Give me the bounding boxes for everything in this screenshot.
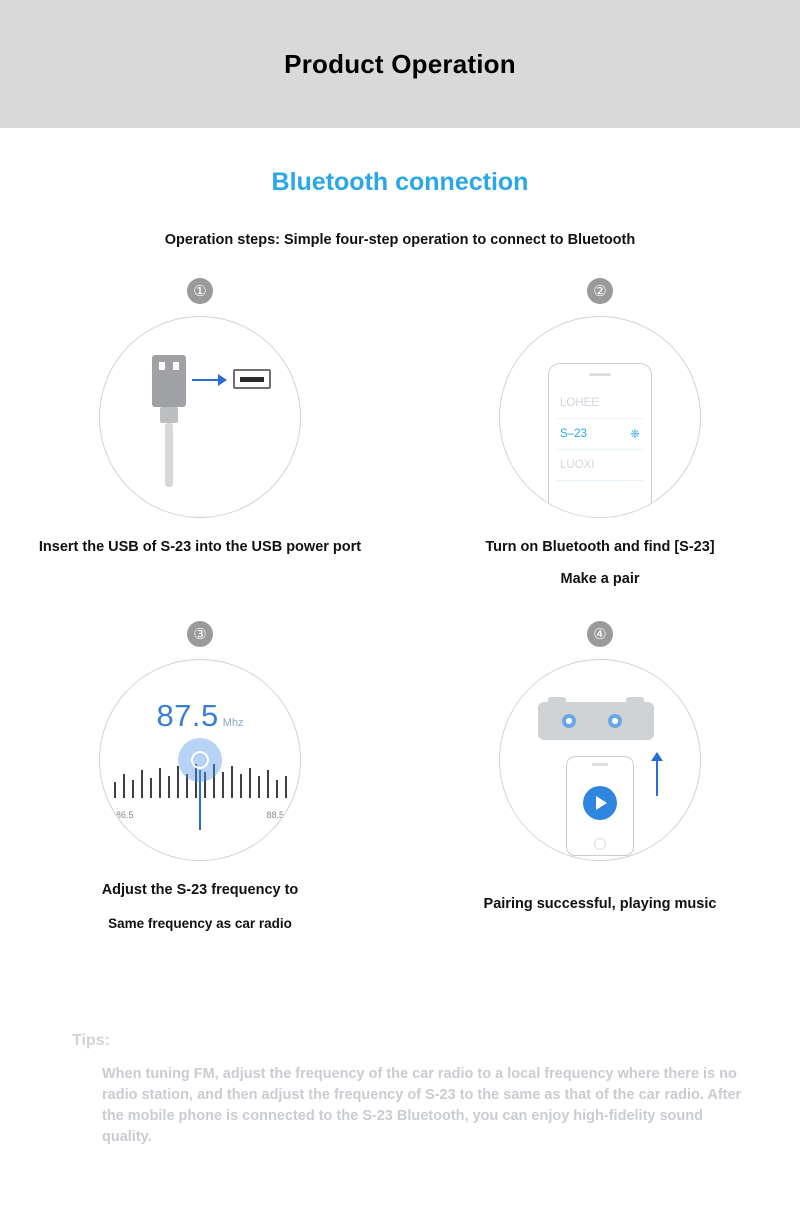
play-button[interactable] bbox=[583, 786, 617, 820]
list-item bbox=[557, 450, 643, 481]
step-3-number: ③ bbox=[187, 621, 213, 647]
tips-body: When tuning FM, adjust the frequency of the car radio to a local frequency where there is no radio station, and then adjust the frequency of S-23 to the same as that of the car radio. After the mobile phone is connected to the S-23 Bluetooth, you can enjoy high-fidelity sound quality. bbox=[102, 1066, 742, 1145]
page-header bbox=[0, 0, 800, 128]
frequency-value: 87.5 bbox=[156, 698, 219, 734]
tuner-knob[interactable] bbox=[178, 738, 222, 782]
step-3-caption-2: Same frequency as car radio bbox=[108, 915, 292, 931]
bluetooth-icon: ❈ bbox=[629, 427, 640, 441]
list-item bbox=[557, 388, 643, 419]
frequency-display bbox=[100, 698, 300, 734]
step-3 bbox=[0, 621, 400, 936]
step-4-illustration bbox=[499, 659, 701, 861]
step-2-illustration bbox=[499, 316, 701, 518]
steps-grid bbox=[0, 278, 800, 936]
step-4-caption: Pairing successful, playing music bbox=[483, 896, 717, 913]
phone-mockup bbox=[548, 363, 652, 518]
usb-cable-shape bbox=[165, 423, 173, 487]
step-2-caption-2: Make a pair bbox=[560, 570, 640, 587]
step-4 bbox=[400, 621, 800, 936]
step-4-number: ④ bbox=[587, 621, 613, 647]
list-item-selected bbox=[557, 419, 643, 450]
step-1 bbox=[0, 278, 400, 593]
speaker-icon bbox=[562, 714, 576, 728]
step-2-caption: Turn on Bluetooth and find [S-23] bbox=[485, 539, 715, 555]
section-subtitle: Operation steps: Simple four-step operation to connect to Bluetooth bbox=[164, 232, 636, 248]
phone-mockup-playing bbox=[566, 756, 634, 856]
bluetooth-device-list bbox=[557, 388, 643, 481]
tips-label: Tips: bbox=[72, 1032, 110, 1049]
usb-power-port-icon bbox=[233, 369, 271, 389]
device-name: LUOXI bbox=[560, 459, 595, 471]
up-arrow-icon bbox=[650, 752, 664, 796]
step-1-number: ① bbox=[187, 278, 213, 304]
tips-block bbox=[72, 1032, 762, 1148]
scale-min-label: 86.5 bbox=[116, 810, 134, 821]
phone-speaker bbox=[589, 373, 611, 376]
page-title: Product Operation bbox=[284, 48, 516, 79]
section-title: Bluetooth connection bbox=[271, 168, 529, 196]
phone-speaker bbox=[592, 763, 608, 766]
frequency-unit: Mhz bbox=[222, 717, 244, 730]
play-icon bbox=[596, 796, 607, 810]
car-stereo-icon bbox=[538, 702, 654, 740]
usb-neck-shape bbox=[160, 407, 178, 423]
device-name: LOHEE bbox=[560, 397, 599, 409]
right-arrow-icon bbox=[192, 374, 228, 386]
step-2 bbox=[400, 278, 800, 593]
device-name: S–23 bbox=[560, 428, 587, 440]
scale-max-label: 88.5 bbox=[266, 810, 284, 821]
speaker-icon bbox=[608, 714, 622, 728]
usb-connector-icon bbox=[152, 355, 186, 407]
step-1-caption: Insert the USB of S-23 into the USB power port bbox=[38, 539, 362, 555]
step-2-number: ② bbox=[587, 278, 613, 304]
step-3-illustration bbox=[99, 659, 301, 861]
step-1-illustration bbox=[99, 316, 301, 518]
step-3-caption: Adjust the S-23 frequency to bbox=[101, 882, 299, 899]
home-button-icon bbox=[594, 838, 606, 850]
